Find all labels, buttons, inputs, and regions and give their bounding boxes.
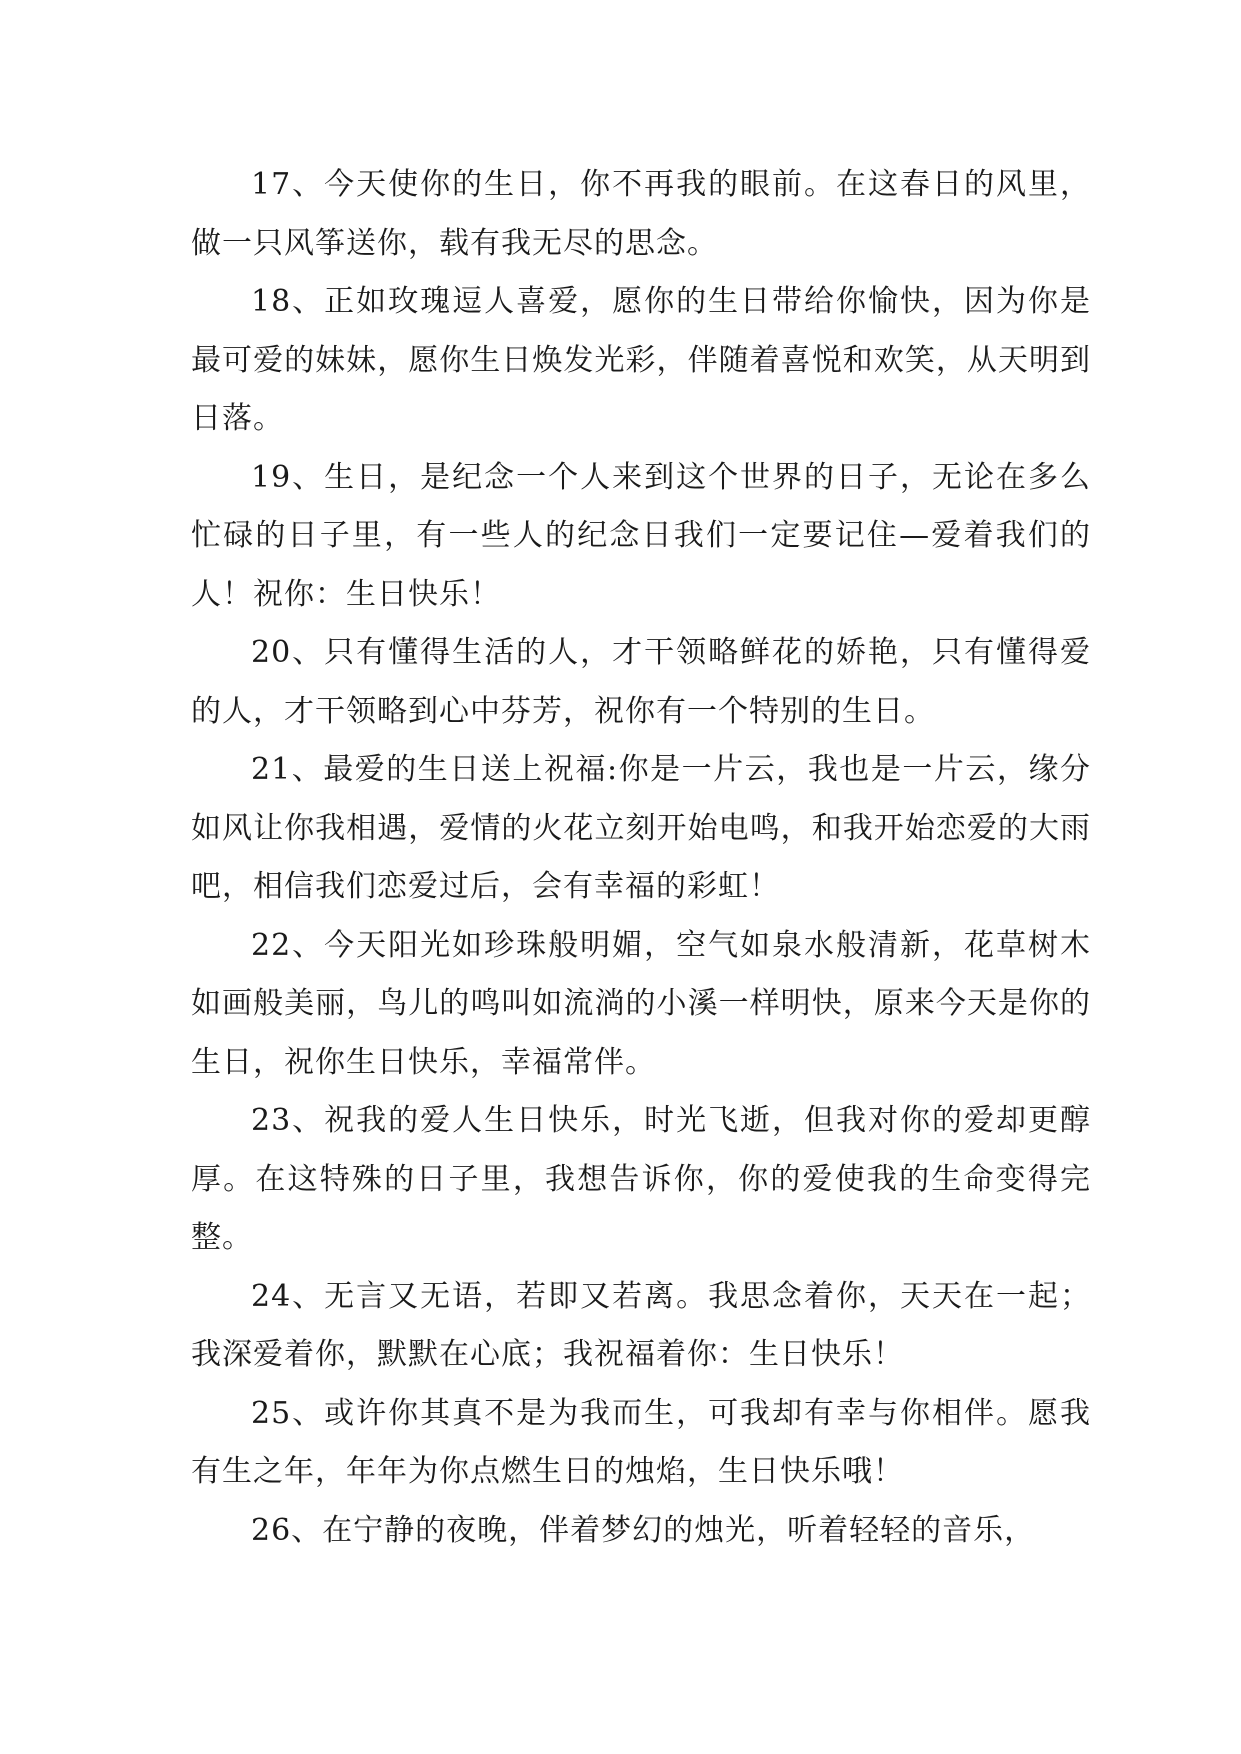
document-body (191, 156, 1091, 1560)
paragraph-20: 20、只有懂得生活的人，才干领略鲜花的娇艳，只有懂得爱的人，才干领略到心中芬芳，祝你有一个特别的生日。 (191, 635, 1091, 729)
paragraph-24: 24、无言又无语，若即又若离。我思念着你，天天在一起；我深爱着你，默默在心底；我祝福着你：生日快乐！ (191, 1278, 1091, 1372)
paragraph-18: 18、正如玫瑰逗人喜爱，愿你的生日带给你愉快，因为你是最可爱的妹妹，愿你生日焕发光彩，伴随着喜悦和欢笑，从天明到日落。 (191, 284, 1091, 436)
paragraph-22: 22、今天阳光如珍珠般明媚，空气如泉水般清新，花草树木如画般美丽，鸟儿的鸣叫如流淌的小溪一样明快，原来今天是你的生日，祝你生日快乐，幸福常伴。 (191, 927, 1091, 1080)
paragraph-19: 19、生日，是纪念一个人来到这个世界的日子，无论在多么忙碌的日子里，有一些人的纪念日我们一定要记住—爱着我们的人！祝你：生日快乐！ (191, 459, 1091, 612)
paragraph-26: 26、在宁静的夜晚，伴着梦幻的烛光，听着轻轻的音乐， (251, 1512, 1036, 1548)
paragraph-25: 25、或许你其真不是为我而生，可我却有幸与你相伴。愿我有生之年，年年为你点燃生日的烛焰，生日快乐哦！ (191, 1395, 1091, 1489)
paragraph-17: 17、今天使你的生日，你不再我的眼前。在这春日的风里，做一只风筝送你，载有我无尽的思念。 (191, 167, 1091, 261)
paragraph-21: 21、最爱的生日送上祝福:你是一片云，我也是一片云，缘分如风让你我相遇，爱情的火花立刻开始电鸣，和我开始恋爱的大雨吧，相信我们恋爱过后，会有幸福的彩虹！ (191, 752, 1091, 904)
paragraph-23: 23、祝我的爱人生日快乐，时光飞逝，但我对你的爱却更醇厚。在这特殊的日子里，我想告诉你，你的爱使我的生命变得完整。 (191, 1103, 1091, 1255)
